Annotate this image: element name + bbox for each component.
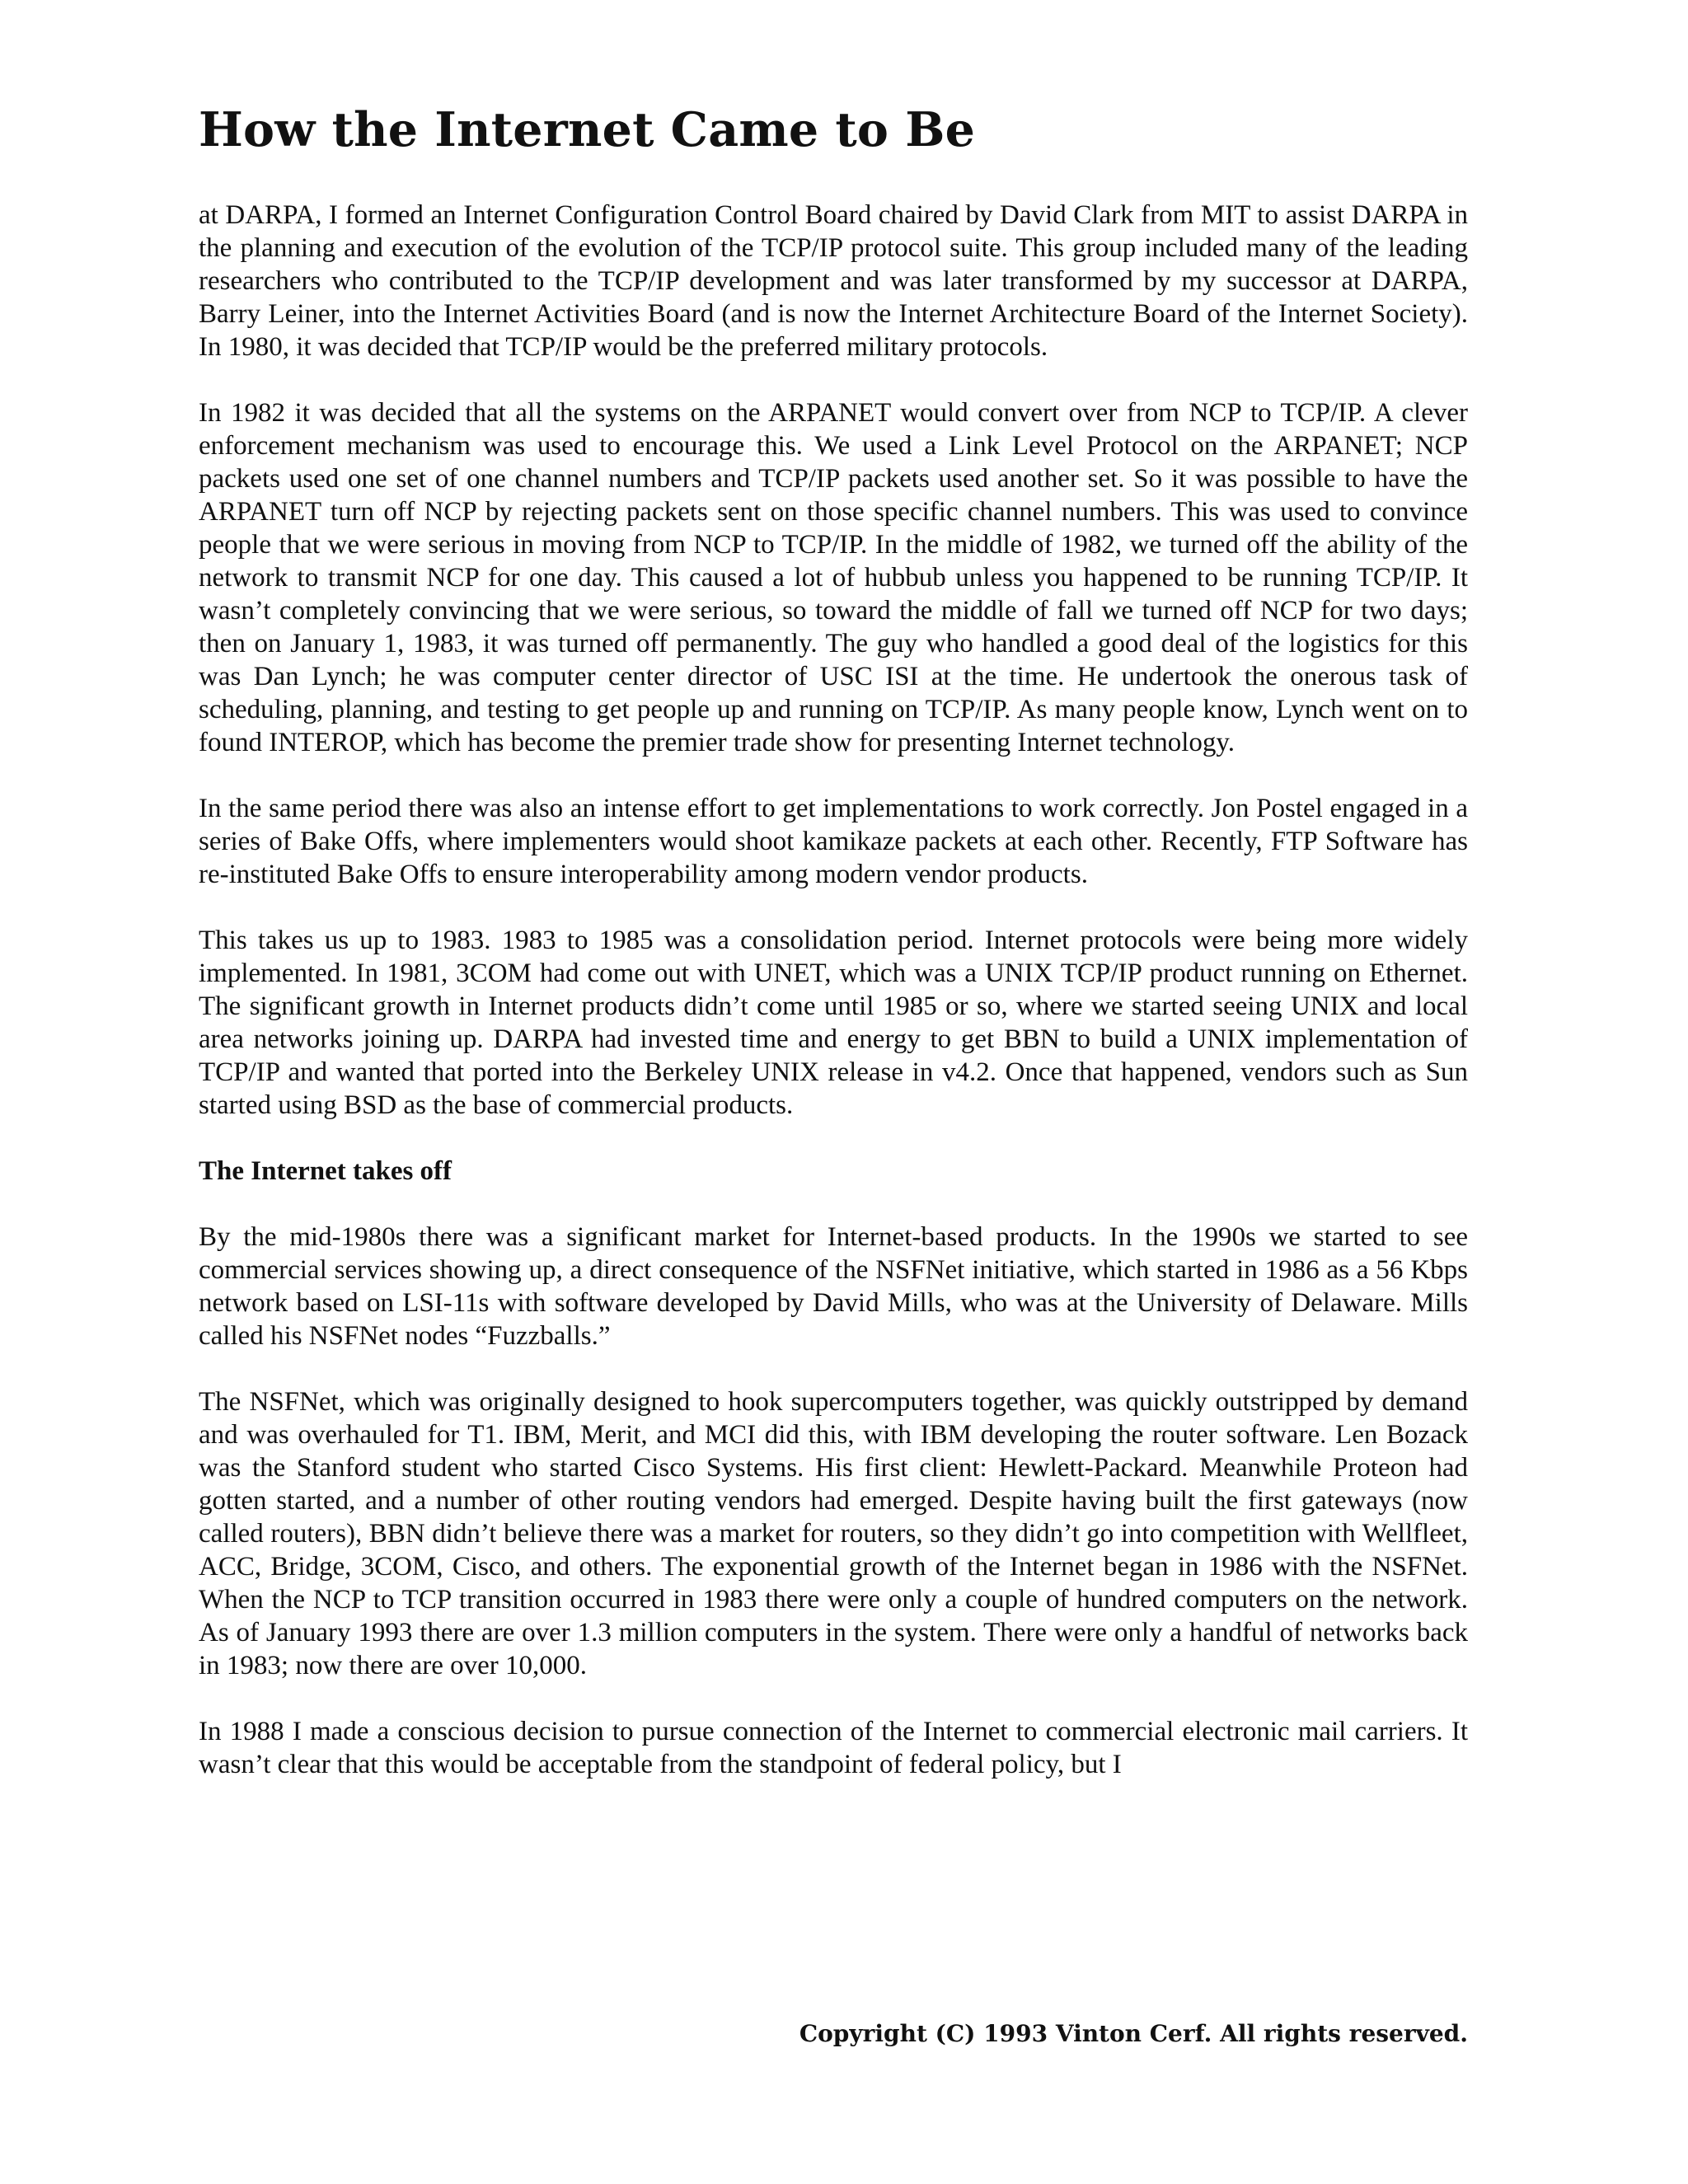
paragraph-7: In 1988 I made a conscious decision to pursue connection of the Internet to commercial electronic mail carriers. It wasn’t clear that this would be acceptable from the standpoint of federal policy, but I bbox=[199, 1717, 1468, 1779]
paragraph-2: In 1982 it was decided that all the systems on the ARPANET would convert over from NCP to TCP/IP. A clever enforcement mechanism was used to encourage this. We used a Link Level Protocol on the ARPANET; NCP packets used one set of one channel numbers and TCP/IP packets used another set. So it was possible to have the ARPANET turn off NCP by rejecting packets sent on those specific channel numbers. This was used to convince people that we were serious in moving from NCP to TCP/IP. In the middle of 1982, we turned off the ability of the network to transmit NCP for one day. This caused a lot of hubbub unless you happened to be running TCP/IP. It wasn’t completely convincing that we were serious, so toward the middle of fall we turned off NCP for two days; then on January 1, 1983, it was turned off permanently. The guy who handled a good deal of the logistics for this was Dan Lynch; he was computer center director of USC ISI at the time. He undertook the onerous task of scheduling, planning, and testing to get people up and running on TCP/IP. As many people know, Lynch went on to found INTEROP, which has become the premier trade show for presenting Internet technology. bbox=[199, 398, 1468, 757]
document-body bbox=[199, 199, 1468, 1814]
copyright-footer: Copyright (C) 1993 Vinton Cerf. All rights reserved. bbox=[799, 2020, 1468, 2047]
paragraph-6: The NSFNet, which was originally designed to hook supercomputers together, was quickly outstripped by demand and was overhauled for T1. IBM, Merit, and MCI did this, with IBM developing the router software. Len Bozack was the Stanford student who started Cisco Systems. His first client: Hewlett-Packard. Meanwhile Proteon had gotten started, and a number of other routing vendors had emerged. Despite having built the first gateways (now called routers), BBN didn’t believe there was a market for routers, so they didn’t go into competition with Wellfleet, ACC, Bridge, 3COM, Cisco, and others. The exponential growth of the Internet began in 1986 with the NSFNet. When the NCP to TCP transition occurred in 1983 there were only a couple of hundred computers on the network. As of January 1993 there are over 1.3 million computers in the system. There were only a handful of networks back in 1983; now there are over 10,000. bbox=[199, 1387, 1468, 1680]
paragraph-1: at DARPA, I formed an Internet Configuration Control Board chaired by David Clark from MIT to assist DARPA in the planning and execution of the evolution of the TCP/IP protocol suite. This group included many of the leading researchers who contributed to the TCP/IP development and was later transformed by my successor at DARPA, Barry Leiner, into the Internet Activities Board (and is now the Internet Architecture Board of the Internet Society). In 1980, it was decided that TCP/IP would be the preferred military protocols. bbox=[199, 200, 1468, 362]
page-title: How the Internet Came to Be bbox=[199, 102, 976, 157]
section-heading: The Internet takes off bbox=[199, 1156, 452, 1186]
paragraph-4: This takes us up to 1983. 1983 to 1985 was a consolidation period. Internet protocols were being more widely implemented. In 1981, 3COM had come out with UNET, which was a UNIX TCP/IP product running on Ethernet. The significant growth in Internet products didn’t come until 1985 or so, where we started seeing UNIX and local area networks joining up. DARPA had invested time and energy to get BBN to build a UNIX implementation of TCP/IP and wanted that ported into the Berkeley UNIX release in v4.2. Once that happened, vendors such as Sun started using BSD as the base of commercial products. bbox=[199, 926, 1468, 1120]
paragraph-5: By the mid-1980s there was a significant market for Internet-based products. In the 1990s we started to see commercial services showing up, a direct consequence of the NSFNet initiative, which started in 1986 as a 56 Kbps network based on LSI-11s with software developed by David Mills, who was at the University of Delaware. Mills called his NSFNet nodes “Fuzzballs.” bbox=[199, 1222, 1468, 1351]
paragraph-3: In the same period there was also an intense effort to get implementations to work correctly. Jon Postel engaged in a series of Bake Offs, where implementers would shoot kamikaze packets at each other. Recently, FTP Software has re-instituted Bake Offs to ensure interoperability among modern vendor products. bbox=[199, 794, 1468, 889]
